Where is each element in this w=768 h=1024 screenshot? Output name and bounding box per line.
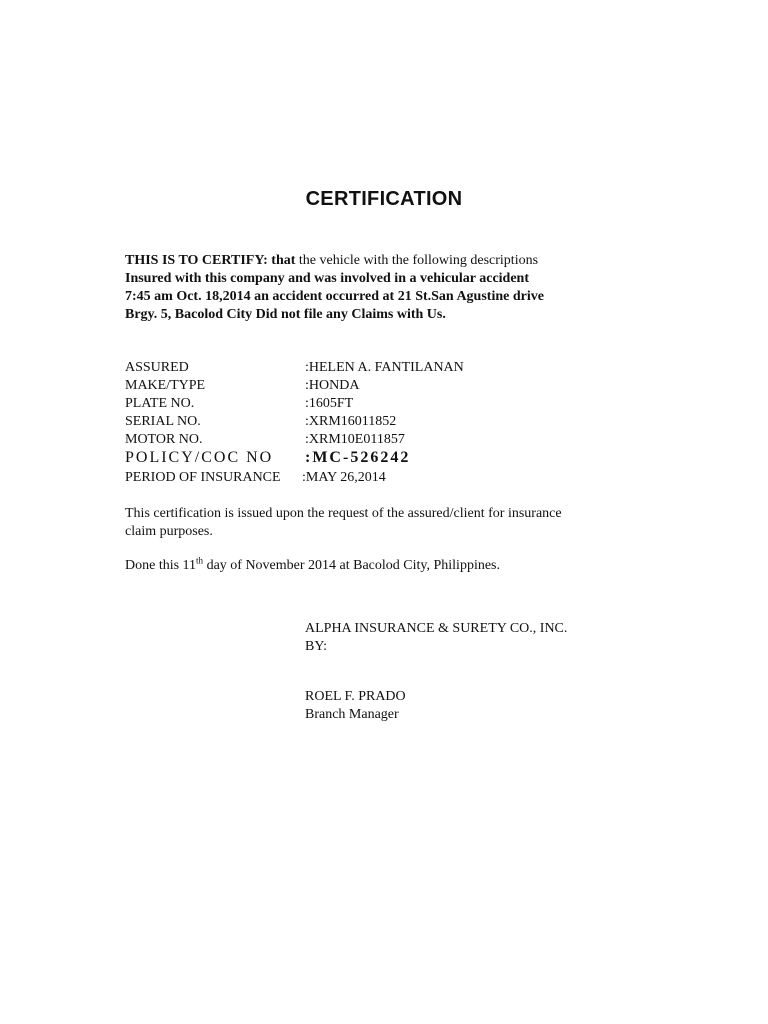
field-assured <box>125 359 645 377</box>
done-statement <box>125 557 625 575</box>
intro-line-3: 7:45 am Oct. 18,2014 an accident occurred at 21 St.San Agustine drive <box>125 289 544 304</box>
field-value: :XRM16011852 <box>305 414 397 429</box>
certify-lead: THIS IS TO CERTIFY: that <box>125 253 296 268</box>
purpose-line-1: This certification is issued upon the request of the assured/client for insurance <box>125 506 562 521</box>
field-value: :1605FT <box>305 396 354 411</box>
signatory-title: Branch Manager <box>305 707 399 722</box>
field-label: ASSURED <box>125 360 189 375</box>
field-value: :MC-526242 <box>305 449 411 466</box>
done-before: Done this 11 <box>125 558 197 573</box>
intro-line-1 <box>125 252 625 270</box>
field-motor-no <box>125 431 645 449</box>
signatory-block <box>305 688 705 724</box>
field-label: MAKE/TYPE <box>125 378 206 393</box>
issuer-block <box>305 620 705 656</box>
intro-line-2: Insured with this company and was involved in a vehicular accident <box>125 271 529 286</box>
field-value: :HONDA <box>305 378 360 393</box>
signatory-name: ROEL F. PRADO <box>305 689 406 704</box>
field-value: :XRM10E011857 <box>305 432 405 447</box>
done-after: day of November 2014 at Bacolod City, Philippines. <box>203 558 501 573</box>
company-name: ALPHA INSURANCE & SURETY CO., INC. <box>305 621 568 636</box>
field-value: :HELEN A. FANTILANAN <box>305 360 464 375</box>
field-policy-coc-no <box>125 449 645 469</box>
field-plate-no <box>125 395 645 413</box>
field-period-of-insurance <box>125 469 645 487</box>
certify-rest: the vehicle with the following descriptions <box>298 253 539 268</box>
purpose-paragraph <box>125 505 625 541</box>
field-label: MOTOR NO. <box>125 432 203 447</box>
field-label: POLICY/COC NO <box>125 449 274 466</box>
field-label: SERIAL NO. <box>125 414 201 429</box>
intro-paragraph <box>125 252 625 324</box>
done-ordinal: th <box>196 555 204 566</box>
by-label: BY: <box>305 639 328 654</box>
field-make-type <box>125 377 645 395</box>
intro-line-4: Brgy. 5, Bacolod City Did not file any Claims with Us. <box>125 307 446 322</box>
vehicle-details <box>125 359 645 487</box>
purpose-line-2: claim purposes. <box>125 524 213 539</box>
field-label: PLATE NO. <box>125 396 195 411</box>
document-title: CERTIFICATION <box>305 188 463 210</box>
field-value: :MAY 26,2014 <box>302 470 386 485</box>
field-label: PERIOD OF INSURANCE <box>125 470 281 485</box>
field-serial-no <box>125 413 645 431</box>
